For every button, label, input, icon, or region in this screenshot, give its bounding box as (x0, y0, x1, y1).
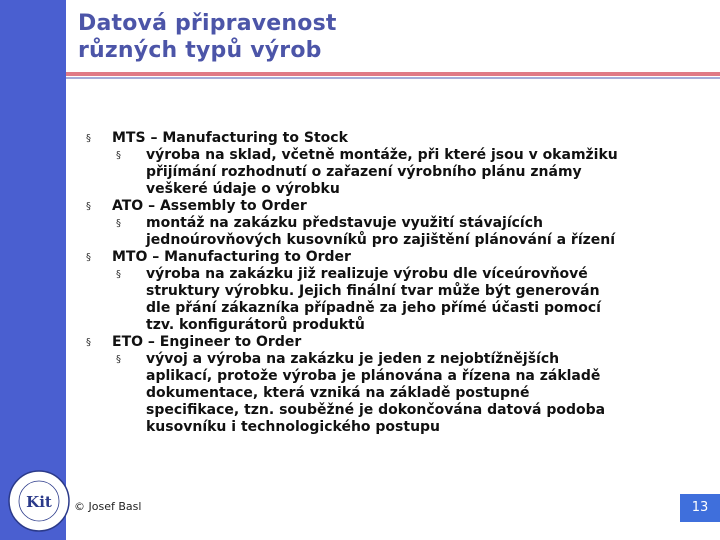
item-label: MTO – Manufacturing to Order (112, 249, 351, 265)
list-item-mts (84, 130, 624, 198)
sub-item (116, 351, 624, 436)
list-item-mto (84, 249, 624, 334)
title-underline-secondary (66, 77, 720, 79)
sub-item-text: výroba na sklad, včetně montáže, při které jsou v okamžiku přijímání rozhodnutí o zařazení výrobního plánu známy veškeré údaje o výrobku (146, 147, 618, 197)
square-bullet-icon: § (86, 133, 91, 144)
square-bullet-icon: § (86, 337, 91, 348)
square-bullet-icon: § (116, 150, 121, 161)
slide-title (78, 10, 337, 64)
left-accent-bar (0, 0, 66, 540)
slide-title-line-2: různých typů výrob (78, 38, 322, 63)
list-item-eto (84, 334, 624, 436)
item-label: ETO – Engineer to Order (112, 334, 302, 350)
square-bullet-icon: § (116, 269, 121, 280)
title-underline (66, 72, 720, 76)
sub-item-text: montáž na zakázku představuje využití stávajících jednoúrovňových kusovníků pro zajištění plánování a řízení (146, 215, 616, 248)
bullet-list (84, 130, 624, 436)
item-label: MTS – Manufacturing to Stock (112, 130, 348, 146)
sub-item (116, 147, 624, 198)
university-logo (6, 468, 72, 534)
list-item-ato (84, 198, 624, 249)
page-number: 13 (680, 494, 720, 522)
square-bullet-icon: § (116, 218, 121, 229)
footer-author: © Josef Basl (74, 500, 142, 513)
logo-text: Kit (26, 493, 52, 511)
slide-title-line-1: Datová připravenost (78, 11, 337, 36)
square-bullet-icon: § (86, 252, 91, 263)
item-label: ATO – Assembly to Order (112, 198, 307, 214)
square-bullet-icon: § (116, 354, 121, 365)
sub-item (116, 266, 624, 334)
square-bullet-icon: § (86, 201, 91, 212)
sub-item-text: vývoj a výroba na zakázku je jeden z nejobtížnějších aplikací, protože výroba je plánována a řízena na základě dokumentace, která vzniká na základě postupné specifikace, tzn. souběžné je dokončována datová podoba kusovníku i technologického postupu (146, 351, 606, 435)
sub-item-text: výroba na zakázku již realizuje výrobu dle víceúrovňové struktury výrobku. Jejich finální tvar může být generován dle přání zákazníka případně za jeho přímé účasti pomocí tzv. konfigurátorů produktů (146, 266, 601, 333)
sub-item (116, 215, 624, 249)
